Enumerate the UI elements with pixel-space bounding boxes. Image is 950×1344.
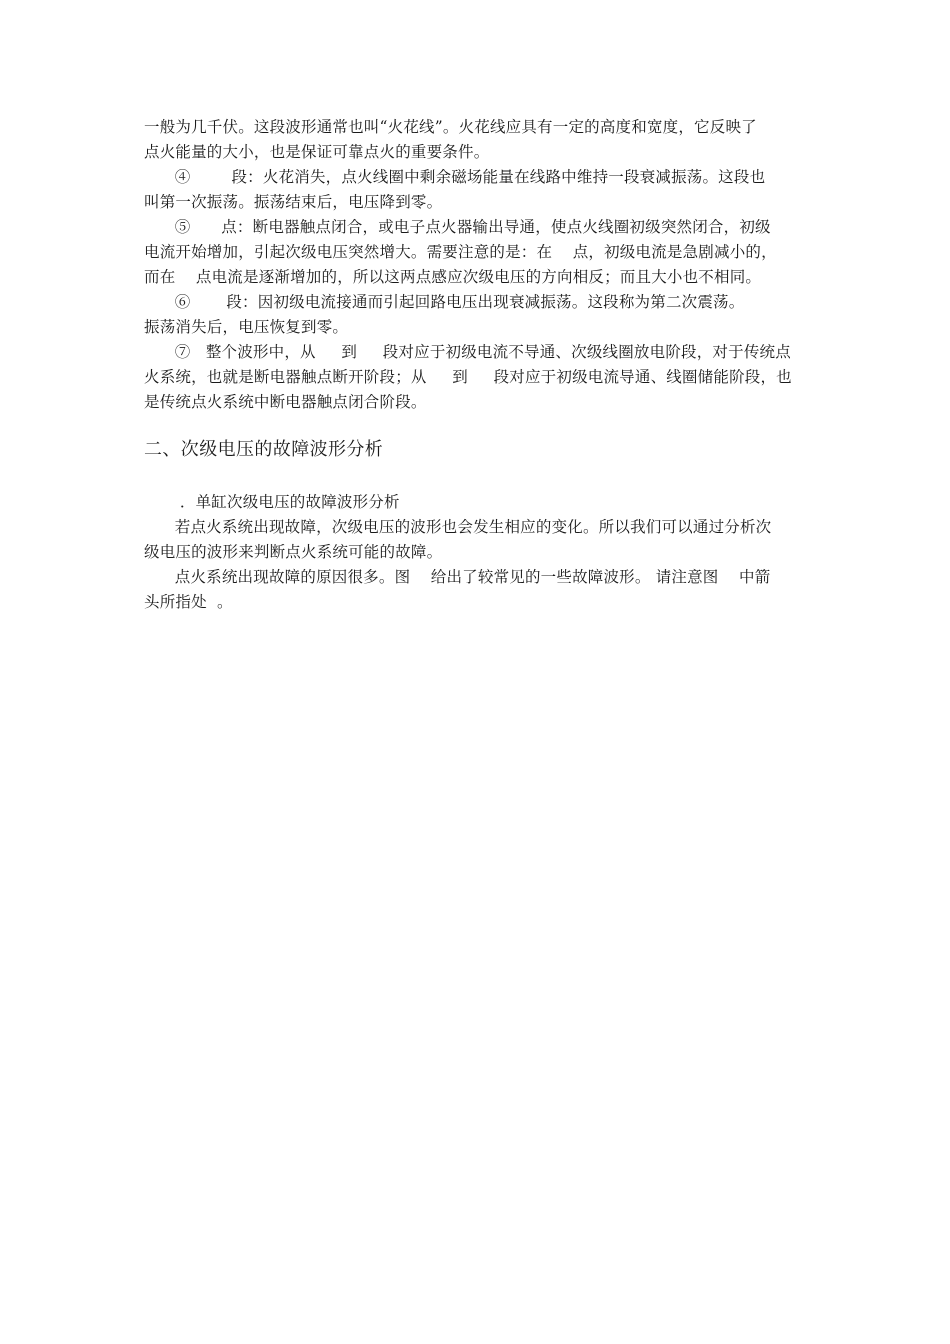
body-line: 若点火系统出现故障，次级电压的波形也会发生相应的变化。所以我们可以通过分析次	[144, 518, 772, 536]
body-line: 点火能量的大小，也是保证可靠点火的重要条件。	[144, 143, 490, 161]
body-line: ⑤ 点：断电器触点闭合，或电子点火器输出导通，使点火线圈初级突然闭合，初级	[144, 218, 771, 236]
body-line: 头所指处 。	[144, 593, 233, 611]
body-line: 而在 点电流是逐渐增加的，所以这两点感应次级电压的方向相反；而且大小也不相同。	[144, 268, 762, 286]
body-line: 火系统，也就是断电器触点断开阶段；从 到 段对应于初级电流导通、线圈储能阶段，也	[144, 368, 792, 386]
body-line: 点火系统出现故障的原因很多。图 给出了较常见的一些故障波形。 请注意图 中箭	[144, 568, 771, 586]
body-line: 振荡消失后，电压恢复到零。	[144, 318, 349, 336]
body-line: ⑥ 段：因初级电流接通而引起回路电压出现衰减振荡。这段称为第二次震荡。	[144, 293, 745, 311]
body-line: ⑦ 整个波形中，从 到 段对应于初级电流不导通、次级线圈放电阶段，对于传统点	[144, 343, 791, 361]
body-line: ④ 段：火花消失，点火线圈中剩余磁场能量在线路中维持一段衰减振荡。这段也	[144, 168, 766, 186]
body-line: 叫第一次振荡。振荡结束后，电压降到零。	[144, 193, 443, 211]
body-line: 是传统点火系统中断电器触点闭合阶段。	[144, 393, 427, 411]
body-line: 级电压的波形来判断点火系统可能的故障。	[144, 543, 443, 561]
section-heading: 二、次级电压的故障波形分析	[144, 439, 384, 460]
sub-heading: ．单缸次级电压的故障波形分析	[144, 493, 400, 511]
body-line: 电流开始增加，引起次级电压突然增大。需要注意的是：在 点，初级电流是急剧减小的，	[144, 243, 777, 261]
body-line: 一般为几千伏。这段波形通常也叫“火花线”。火花线应具有一定的高度和宽度，它反映了	[144, 118, 757, 136]
